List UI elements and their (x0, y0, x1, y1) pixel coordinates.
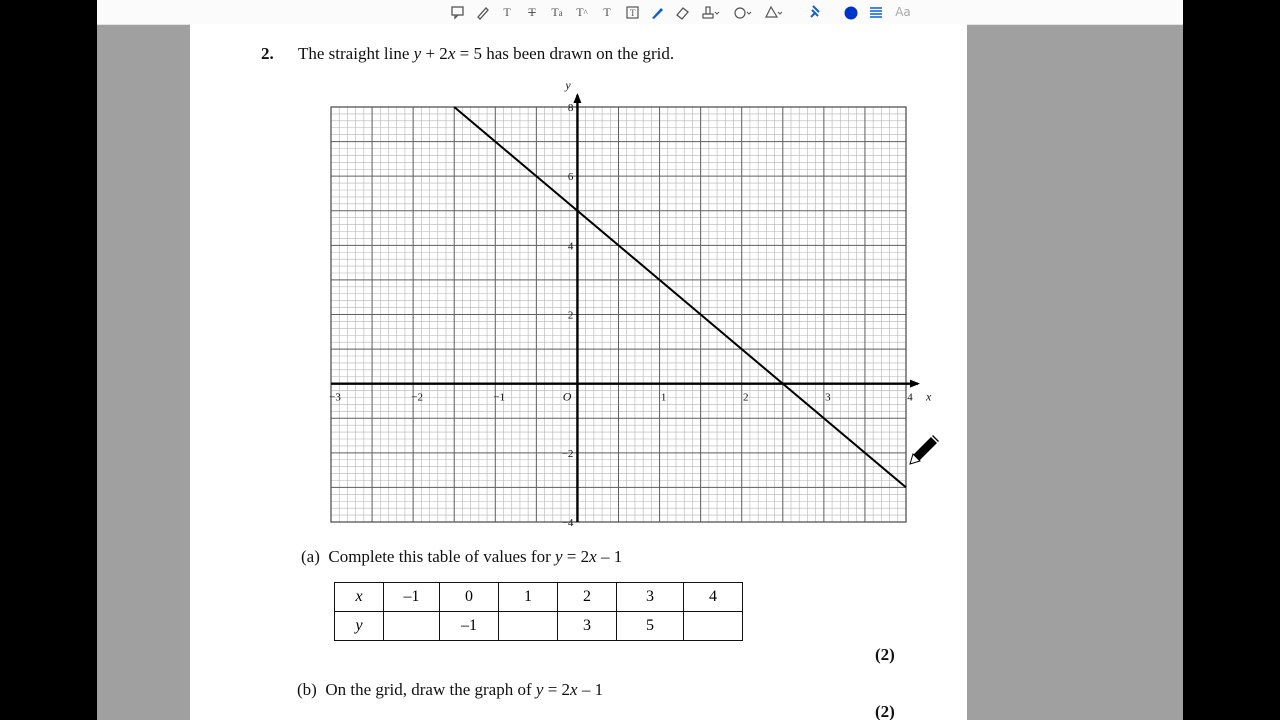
x-tick-label: 3 (825, 391, 831, 404)
document-page (190, 24, 967, 720)
eraser-icon[interactable] (674, 3, 690, 21)
table-row (335, 583, 743, 612)
annotation-toolbar (97, 0, 1183, 25)
x-tick-label: 4 (907, 391, 913, 404)
x-tick-label: −1 (493, 391, 506, 404)
x-tick-label: −3 (329, 391, 341, 404)
origin-label: O (562, 389, 572, 404)
coordinate-grid (190, 24, 967, 544)
insert-text-icon[interactable]: T^ (576, 5, 588, 19)
pdf-viewer (97, 0, 1183, 720)
table-header-y: y (335, 612, 384, 641)
y-axis-arrow (573, 93, 581, 103)
x-tick-label: 2 (742, 391, 749, 404)
y-tick-label: 6 (567, 171, 574, 184)
table-cell: 2 (558, 583, 617, 612)
pen-icon[interactable] (649, 3, 665, 21)
area-icon[interactable] (763, 3, 783, 21)
typewriter-icon[interactable]: T (603, 5, 611, 19)
table-cell: –1 (384, 583, 440, 612)
part-a-marks: (2) (875, 645, 895, 664)
comment-icon[interactable] (450, 3, 466, 21)
pencil-cursor-icon (903, 426, 947, 470)
table-cell[interactable]: 5 (617, 612, 684, 641)
font-icon[interactable]: Aa (895, 5, 911, 19)
color-circle-icon[interactable] (843, 3, 859, 21)
x-axis-arrow (910, 380, 920, 388)
part-b-prompt: (b) On the grid, draw the graph of y = 2x – 1 (297, 680, 604, 699)
pin-icon[interactable] (807, 3, 823, 21)
y-tick-label: 4 (567, 240, 574, 253)
highlight-pen-icon[interactable] (474, 3, 490, 21)
table-of-values (334, 582, 743, 641)
part-b-marks: (2) (875, 702, 895, 720)
y-tick-label: −4 (561, 517, 574, 529)
stamp-icon[interactable] (700, 3, 720, 21)
y-axis-label: y (565, 78, 571, 92)
shape-icon[interactable] (732, 3, 752, 21)
series-line (454, 107, 906, 487)
table-cell[interactable] (684, 612, 743, 641)
x-tick-label: −2 (411, 391, 424, 404)
text-box-icon[interactable] (625, 3, 641, 21)
table-cell: 4 (684, 583, 743, 612)
x-tick-label: 1 (660, 391, 667, 404)
svg-text:T: T (630, 8, 636, 18)
part-a-prompt: (a) Complete this table of values for y = 2x – 1 (301, 547, 623, 566)
table-cell[interactable]: –1 (440, 612, 499, 641)
table-cell[interactable]: 3 (558, 612, 617, 641)
table-cell: 1 (499, 583, 558, 612)
strikethrough-text-icon[interactable]: T (528, 5, 536, 19)
question-stem: The straight line y + 2x = 5 has been drawn on the grid. (298, 44, 675, 63)
y-tick-label: 8 (567, 102, 574, 114)
table-header-x: x (335, 583, 384, 612)
x-axis-label: x (926, 389, 932, 404)
table-cell: 0 (440, 583, 499, 612)
question-number: 2. (261, 44, 274, 63)
line-width-icon[interactable] (868, 3, 884, 21)
y-tick-label: 2 (567, 309, 574, 322)
table-cell: 3 (617, 583, 684, 612)
table-cell[interactable] (384, 612, 440, 641)
y-tick-label: −2 (561, 447, 574, 460)
table-cell[interactable] (499, 612, 558, 641)
text-icon[interactable]: T (503, 5, 511, 19)
replace-text-icon[interactable]: Ta (551, 5, 563, 19)
table-row (335, 612, 743, 641)
